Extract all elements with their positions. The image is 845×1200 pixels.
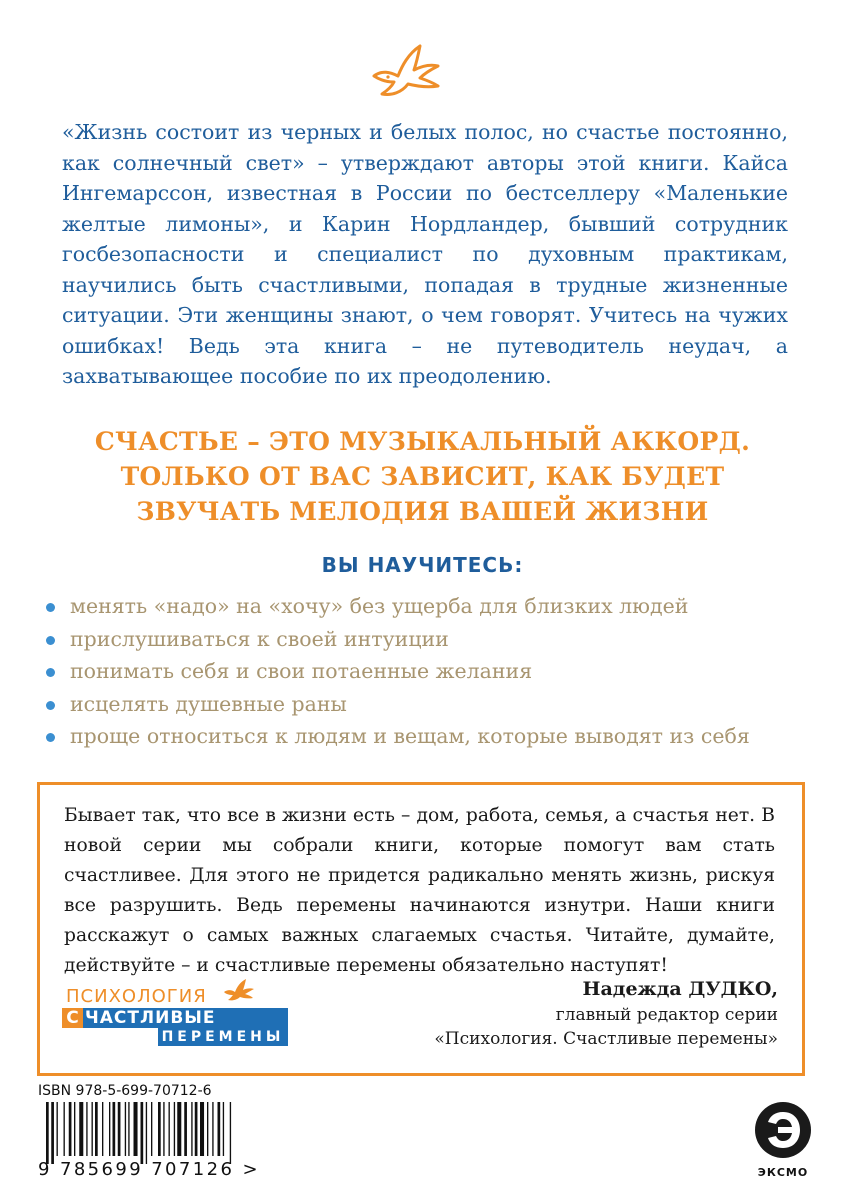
signature-series: «Психология. Счастливые перемены»: [434, 1029, 778, 1049]
barcode-bar: [79, 1102, 83, 1156]
barcode-bar: [200, 1102, 204, 1156]
barcode-bar: [86, 1102, 87, 1156]
barcode-bar: [191, 1102, 192, 1156]
barcode-bar: [158, 1102, 161, 1156]
barcode-digits: 9 785699 707126 >: [38, 1159, 260, 1180]
barcode-bar: [195, 1102, 198, 1156]
barcode-bar: [64, 1102, 65, 1156]
barcode-bar: [102, 1102, 103, 1156]
signature-name: Надежда ДУДКО,: [582, 978, 778, 1000]
series-logo-initial: С: [62, 1008, 83, 1028]
headline-line-2: ТОЛЬКО ОТ ВАС ЗАВИСИТ, КАК БУДЕТ: [120, 462, 725, 491]
list-item-text: исцелять душевные раны: [70, 691, 347, 716]
headline: [30, 424, 815, 529]
barcode-bar: [57, 1102, 58, 1156]
barcode-bar: [163, 1102, 164, 1156]
learn-title: ВЫ НАУЧИТЕСЬ:: [321, 553, 524, 577]
list-item: [44, 720, 824, 753]
headline-line-1: СЧАСТЬЕ – ЭТО МУЗЫКАЛЬНЫЙ АККОРД.: [94, 427, 751, 456]
barcode-bar: [174, 1102, 175, 1156]
list-item: [44, 655, 824, 688]
barcode-bar: [218, 1102, 221, 1156]
barcode-bar: [184, 1102, 187, 1156]
barcode-bar: [46, 1102, 49, 1164]
list-item: [44, 590, 824, 623]
signature-role: главный редактор серии: [555, 1005, 778, 1025]
barcode-bar: [212, 1102, 213, 1156]
editor-note-text: Бывает так, что все в жизни есть – дом, работа, семья, а счастья нет. В новой серии мы собрали книги, которые помогут вам стать счастливее. Для этого не придется радикально менять жизнь, рискуя все разрушить. Ведь перемены начинаются изнутри. Наши книги расскажут о самых важных слагаемых счастья. Читайте, думайте, действуйте – и счастливые перемены обязательно наступят!: [64, 805, 775, 976]
barcode-bar: [69, 1102, 72, 1156]
barcode-bar: [230, 1102, 231, 1164]
list-item-text: понимать себя и свои потаенные желания: [70, 659, 533, 683]
barcode-bar: [151, 1102, 152, 1156]
barcode-bar: [141, 1102, 144, 1164]
barcode-bar: [146, 1102, 147, 1164]
editor-signature: [434, 975, 778, 1051]
barcode-bar: [118, 1102, 121, 1156]
barcode-bar: [169, 1102, 170, 1156]
bullet-dot-icon: [46, 603, 55, 612]
series-logo-middle: ЧАСТЛИВЫЕ: [85, 1008, 216, 1028]
barcode-bar: [92, 1102, 93, 1156]
barcode-bar: [51, 1102, 54, 1164]
barcode-bar: [95, 1102, 98, 1156]
series-logo: [62, 978, 288, 1050]
isbn-label: ISBN 978-5-699-70712-6: [38, 1083, 212, 1099]
eksmo-logo-icon: [752, 1098, 814, 1162]
bullet-dot-icon: [46, 733, 55, 742]
barcode-bar: [177, 1102, 181, 1156]
bullet-dot-icon: [46, 636, 55, 645]
barcode-bar: [134, 1102, 138, 1156]
list-item-text: проще относиться к людям и вещам, которые выводят из себя: [70, 724, 750, 748]
series-logo-bar: [62, 1008, 288, 1028]
headline-line-3: ЗВУЧАТЬ МЕЛОДИЯ ВАШЕЙ ЖИЗНИ: [136, 497, 709, 526]
publisher-name: ЭКСМО: [757, 1166, 809, 1179]
list-item: [44, 623, 824, 656]
barcode-bar: [109, 1102, 110, 1156]
dove-icon: [222, 978, 256, 1002]
barcode-bar: [207, 1102, 208, 1156]
bullet-dot-icon: [46, 701, 55, 710]
dove-icon: [368, 40, 446, 102]
barcode-bar: [74, 1102, 75, 1156]
intro-paragraph: «Жизнь состоит из черных и белых полос, но счастье постоянно, как солнечный свет» – утверждают авторы этой книги. Кайса Ингемарссон, известная в России по бестселлеру «Маленькие желтые лимоны», и Карин Нордландер, бывший сотрудник госбезопасности и специалист по духовным практикам, научились быть счастливыми, попадая в трудные жизненные ситуации. Эти женщины знают, о чем говорят. Учитесь на чужих ошибках! Ведь эта книга – не путеводитель неудач, а захватывающее пособие по их преодолению.: [62, 120, 788, 388]
list-item: [44, 688, 824, 721]
list-item-text: прислушиваться к своей интуиции: [70, 626, 449, 651]
series-logo-bottom: ПЕРЕМЕНЫ: [158, 1028, 288, 1046]
list-item-text: менять «надо» на «хочу» без ущерба для близких людей: [70, 594, 689, 618]
learn-list: [44, 590, 824, 753]
barcode-bar: [223, 1102, 224, 1156]
barcode-bar: [113, 1102, 116, 1156]
barcode-bar: [128, 1102, 129, 1156]
bullet-dot-icon: [46, 668, 55, 677]
barcode-bar: [125, 1102, 126, 1156]
series-logo-top: ПСИХОЛОГИЯ: [66, 986, 207, 1007]
